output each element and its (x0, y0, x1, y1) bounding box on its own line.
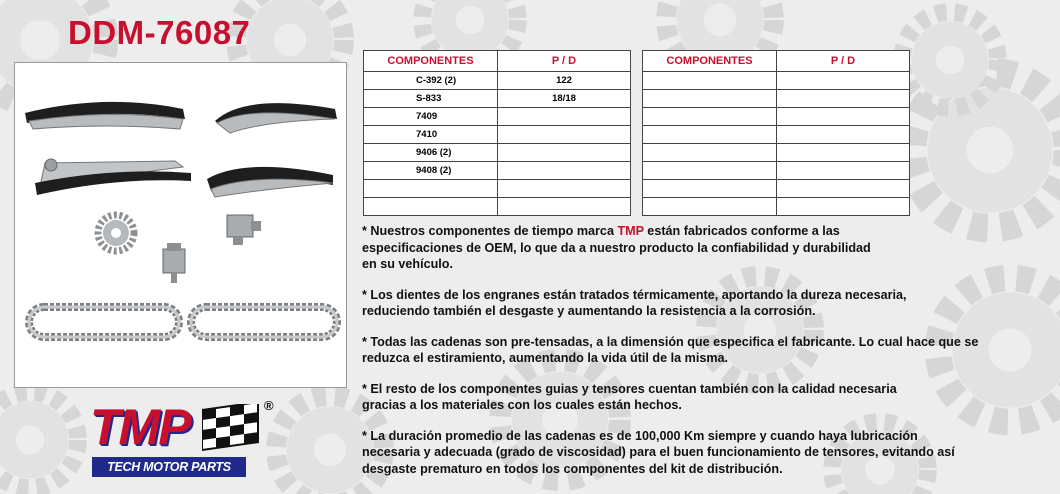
table-row (364, 72, 631, 90)
pd-cell (498, 126, 631, 144)
pd-cell (498, 108, 631, 126)
pd-cell (777, 126, 910, 144)
column-header-pd: P / D (498, 51, 631, 72)
note-gear-teeth: * Los dientes de los engranes están tratados térmicamente, aportando la dureza necesaria, reduciendo también el desgaste y aumentando la resistencia a la corrosión. (362, 287, 907, 318)
note-text: están fabricados conforme a las especificaciones de OEM, lo que da a nuestro producto la confiabilidad y durabilidad en su vehículo. (362, 224, 871, 271)
pd-cell (777, 108, 910, 126)
component-cell (643, 108, 777, 126)
component-cell (643, 90, 777, 108)
tmp-logo (90, 398, 290, 480)
note-text: * Nuestros componentes de tiempo marca (362, 224, 618, 238)
table-row (643, 162, 910, 180)
pd-cell (777, 72, 910, 90)
table-row (643, 198, 910, 216)
pd-cell (777, 180, 910, 198)
component-cell (643, 162, 777, 180)
pd-cell (498, 144, 631, 162)
pd-cell (777, 162, 910, 180)
timing-chain-right (191, 307, 337, 337)
chain-guide-upper-left (25, 102, 185, 129)
registered-mark: ® (264, 398, 274, 413)
table-row (364, 144, 631, 162)
table-row (643, 126, 910, 144)
component-cell: C-392 (2) (364, 72, 498, 90)
components-table-left (363, 50, 631, 216)
component-cell: 9406 (2) (364, 144, 498, 162)
pd-cell: 18/18 (498, 90, 631, 108)
chain-guide-upper-right (215, 103, 337, 133)
table-row (643, 180, 910, 198)
hydraulic-tensioner-left (163, 243, 185, 283)
product-code-title: DDM-76087 (68, 14, 251, 51)
pd-cell (498, 162, 631, 180)
column-header-componentes: COMPONENTES (643, 51, 777, 72)
table-row (364, 126, 631, 144)
pd-cell (498, 198, 631, 216)
component-cell: 9408 (2) (364, 162, 498, 180)
component-cell (643, 72, 777, 90)
note-oem-specs (362, 223, 1052, 273)
table-row (643, 72, 910, 90)
table-row (643, 108, 910, 126)
tensioner-arm-left (35, 159, 191, 195)
pd-cell (498, 180, 631, 198)
table-row (643, 144, 910, 162)
table-row (364, 162, 631, 180)
component-cell (364, 198, 498, 216)
component-cell: 7409 (364, 108, 498, 126)
table-row (643, 90, 910, 108)
timing-kit-illustration (15, 63, 348, 389)
pd-cell: 122 (498, 72, 631, 90)
component-cell (643, 198, 777, 216)
logo-tagline: TECH MOTOR PARTS (92, 457, 246, 477)
component-cell (364, 180, 498, 198)
logo-wordmark: TMP (90, 399, 190, 455)
description-notes (362, 223, 1052, 491)
component-cell: S-833 (364, 90, 498, 108)
column-header-componentes: COMPONENTES (364, 51, 498, 72)
pd-cell (777, 90, 910, 108)
pd-cell (777, 144, 910, 162)
crankshaft-sprocket (98, 215, 134, 251)
checkered-flag-icon (202, 404, 262, 452)
table-row (364, 198, 631, 216)
note-chain-lifespan: * La duración promedio de las cadenas es de 100,000 Km siempre y cuando haya lubricación necesaria y adecuada (grado de viscosidad) para el buen funcionamiento de tensores, evitando así desgaste prematuro en todos los componentes del kit de distribución. (362, 428, 955, 476)
product-photo (14, 62, 347, 388)
brand-name: TMP (617, 224, 644, 238)
components-table-right (642, 50, 910, 216)
component-cell: 7410 (364, 126, 498, 144)
table-row (364, 180, 631, 198)
pd-cell (777, 198, 910, 216)
note-prestretched-chains: * Todas las cadenas son pre-tensadas, a la dimensión que especifica el fabricante. Lo cual hace que se reduzca el estiramiento, aumentando la vida útil de la misma. (362, 334, 979, 365)
table-row (364, 108, 631, 126)
chain-guide-middle-right (207, 167, 333, 197)
component-cell (643, 144, 777, 162)
column-header-pd: P / D (777, 51, 910, 72)
timing-chain-left (29, 307, 179, 337)
hydraulic-tensioner-right (227, 215, 261, 245)
table-row (364, 90, 631, 108)
component-cell (643, 180, 777, 198)
component-cell (643, 126, 777, 144)
note-guides-tensioners: * El resto de los componentes guias y tensores cuentan también con la calidad necesaria gracias a los materiales con los cuales están hechos. (362, 381, 897, 412)
